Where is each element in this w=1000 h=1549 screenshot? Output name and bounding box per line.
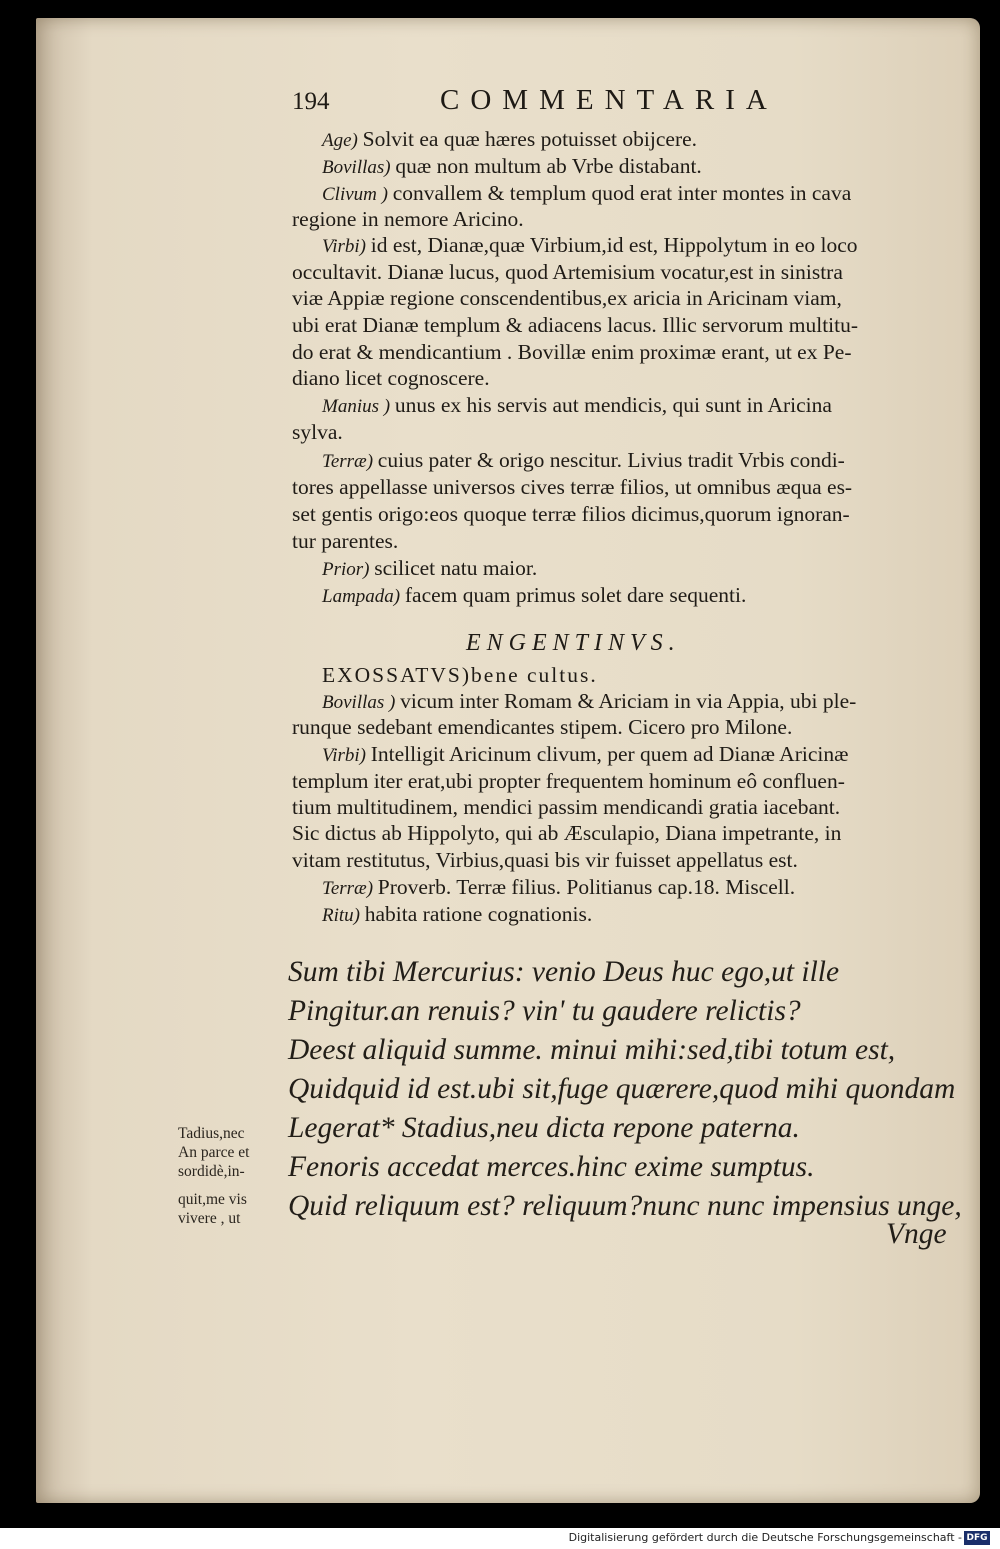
page-header bbox=[292, 84, 972, 116]
text-line: Terræ) Proverb. Terræ filius. Politianus cap.18. Miscell. bbox=[322, 875, 796, 899]
text-line: Manius ) unus ex his servis aut mendicis, qui sunt in Aricina bbox=[322, 393, 832, 417]
text-line: viæ Appiæ regione conscendentibus,ex aricia in Aricinam viam, bbox=[292, 286, 842, 310]
verse-line: Fenoris accedat merces.hinc exime sumptus. bbox=[288, 1151, 815, 1183]
text-line: Lampada) facem quam primus solet dare sequenti. bbox=[322, 583, 747, 607]
margin-note-line: quit,me vis bbox=[178, 1191, 247, 1208]
dfg-logo-icon: DFG bbox=[964, 1531, 990, 1545]
text-line: Virbi) Intelligit Aricinum clivum, per quem ad Dianæ Aricinæ bbox=[322, 742, 849, 766]
text-line: EXOSSATVS)bene cultus. bbox=[322, 663, 598, 687]
running-title: COMMENTARIA bbox=[440, 84, 778, 116]
text-line: sylva. bbox=[292, 420, 343, 444]
text-line: runque sedebant emendicantes stipem. Cicero pro Milone. bbox=[292, 715, 793, 739]
text-line: ubi erat Dianæ templum & adiacens lacus. Illic servorum multitu- bbox=[292, 313, 859, 337]
margin-note-line: vivere , ut bbox=[178, 1210, 241, 1227]
verse-line: Deest aliquid summe. minui mihi:sed,tibi totum est, bbox=[288, 1034, 896, 1066]
text-line: set gentis origo:eos quoque terræ filios dicimus,quorum ignoran- bbox=[292, 502, 850, 526]
text-line: Sic dictus ab Hippolyto, qui ab Æsculapio, Diana impetrante, in bbox=[292, 821, 842, 845]
text-line: tur parentes. bbox=[292, 529, 399, 553]
text-line: Ritu) habita ratione cognationis. bbox=[322, 902, 593, 926]
text-line: Bovillas ) vicum inter Romam & Ariciam in via Appia, ubi ple- bbox=[322, 689, 857, 713]
text-line: Bovillas) quæ non multum ab Vrbe distabant. bbox=[322, 154, 702, 178]
text-line: Clivum ) convallem & templum quod erat inter montes in cava bbox=[322, 181, 852, 205]
catchword: Vnge bbox=[886, 1218, 947, 1250]
page-number: 194 bbox=[292, 88, 330, 115]
text-line: diano licet cognoscere. bbox=[292, 366, 490, 390]
verse-line: Legerat* Stadius,neu dicta repone paterna. bbox=[288, 1112, 800, 1144]
text-line: Prior) scilicet natu maior. bbox=[322, 556, 538, 580]
text-line: Terræ) cuius pater & origo nescitur. Livius tradit Vrbis condi- bbox=[322, 448, 845, 472]
text-line: regione in nemore Aricino. bbox=[292, 207, 524, 231]
text-line: do erat & mendicantium . Bovillæ enim proximæ erant, ut ex Pe- bbox=[292, 340, 852, 364]
text-line: Age) Solvit ea quæ hæres potuisset obijcere. bbox=[322, 127, 698, 151]
verse-line: Quidquid id est.ubi sit,fuge quærere,quod mihi quondam bbox=[288, 1073, 956, 1105]
margin-note-line: An parce et bbox=[178, 1144, 250, 1161]
margin-note-line: Tadius,nec bbox=[178, 1125, 245, 1142]
text-line: tores appellasse universos cives terræ filios, ut omnibus æqua es- bbox=[292, 475, 853, 499]
footer-credit: Digitalisierung gefördert durch die Deutsche Forschungsgemeinschaft - bbox=[568, 1531, 962, 1544]
text-line: tium multitudinem, mendici passim mendicandi gratia iacebant. bbox=[292, 795, 841, 819]
text-line: templum iter erat,ubi propter frequentem hominum eô confluen- bbox=[292, 769, 845, 793]
margin-note-line: sordidè,in- bbox=[178, 1163, 245, 1180]
text-line: occultavit. Dianæ lucus, quod Artemisium vocatur,est in sinistra bbox=[292, 260, 843, 284]
text-line: Virbi) id est, Dianæ,quæ Virbium,id est, Hippolytum in eo loco bbox=[322, 233, 858, 257]
verse-line: Sum tibi Mercurius: venio Deus huc ego,ut ille bbox=[288, 956, 840, 988]
section-heading: ENGENTINVS. bbox=[466, 630, 681, 656]
verse-line: Pingitur.an renuis? vin' tu gaudere relictis? bbox=[288, 995, 801, 1027]
verse-line: Quid reliquum est? reliquum?nunc nunc impensius unge, bbox=[288, 1190, 962, 1222]
text-line: vitam restitutus, Virbius,quasi bis vir fuisset appellatus est. bbox=[292, 848, 798, 872]
